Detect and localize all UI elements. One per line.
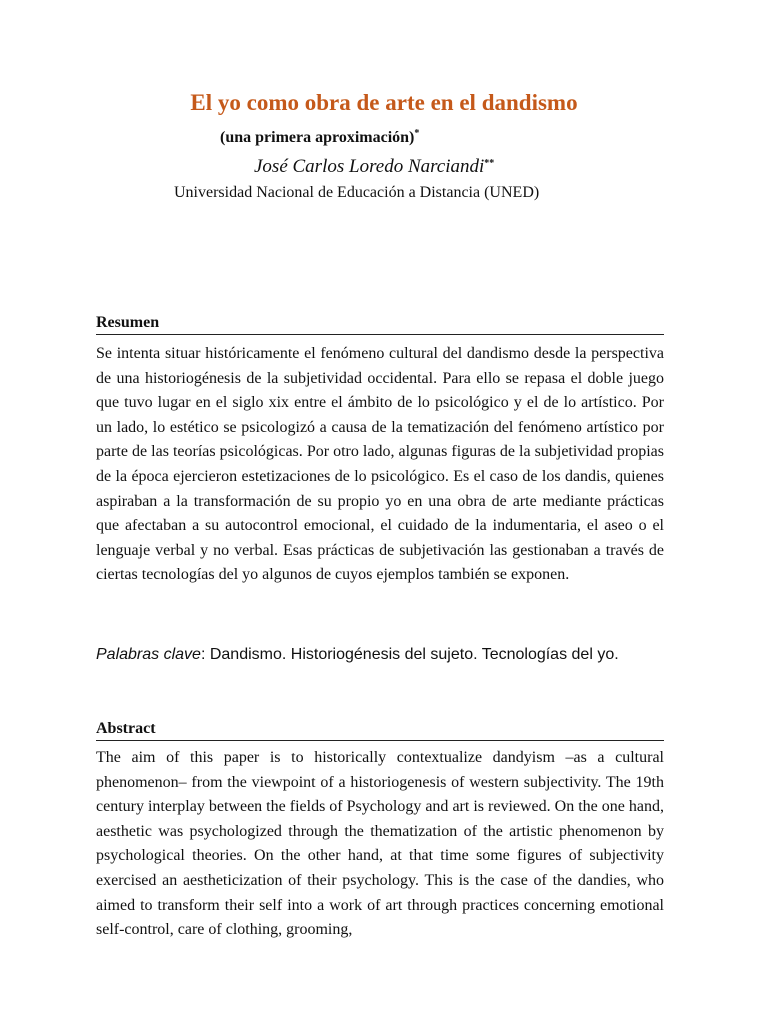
keywords-label: Palabras clave [96,646,201,663]
resumen-heading: Resumen [96,314,664,335]
paper-title: El yo como obra de arte en el dandismo [190,90,578,115]
resumen-text: Se intenta situar históricamente el fenómeno cultural del dandismo desde la perspectiva de una historiogénesis de la subjetividad occidental. Para ello se repasa el doble juego que tuvo lugar en el siglo xix entre el ámbito de lo psicológico y el de lo artístico. Por un lado, lo estético se psicologizó a causa de la tematización del fenómeno artístico por parte de las teorías psicológicas. Por otro lado, algunas figuras de la subjetividad propias de la época ejercieron estetizaciones de lo psicológico. Es el caso de los dandis, quienes aspiraban a la transformación de su propio yo en una obra de arte mediante prácticas que afectaban a su autocontrol emocional, el cuidado de la indumentaria, el aseo o el lenguaje verbal y no verbal. Esas prácticas de subjetivación las gestionaban a través de ciertas tecnologías del yo algunos de cuyos ejemplos también se exponen. [96,345,664,584]
author-text: José Carlos Loredo Narciandi [254,156,485,177]
keywords-text: : Dandismo. Historiogénesis del sujeto. Tecnologías del yo. [200,646,619,663]
subtitle-text: (una primera aproximación) [220,129,415,146]
abstract-heading: Abstract [96,720,664,741]
abstract-text: The aim of this paper is to historically contextualize dandyism –as a cultural phenomenon– from the viewpoint of a historiogenesis of western subjectivity. The 19th century interplay between the fields of Psychology and art is reviewed. On the one hand, aesthetic was psychologized through the thematization of the artistic phenomenon by psychological theories. On the other hand, at that time some figures of subjectivity exercised an aestheticization of their psychology. This is the case of the dandies, who aimed to transform their self into a work of art through practices concerning emotional self-control, care of clothing, grooming, [96,749,664,939]
author-affiliation: Universidad Nacional de Educación a Distancia (UNED) [174,184,540,201]
keywords [96,644,664,666]
subtitle-footnote-mark[interactable]: * [414,128,420,139]
author-name [254,156,494,178]
author-footnote-mark[interactable]: ** [484,158,495,169]
paper-subtitle [220,128,419,147]
